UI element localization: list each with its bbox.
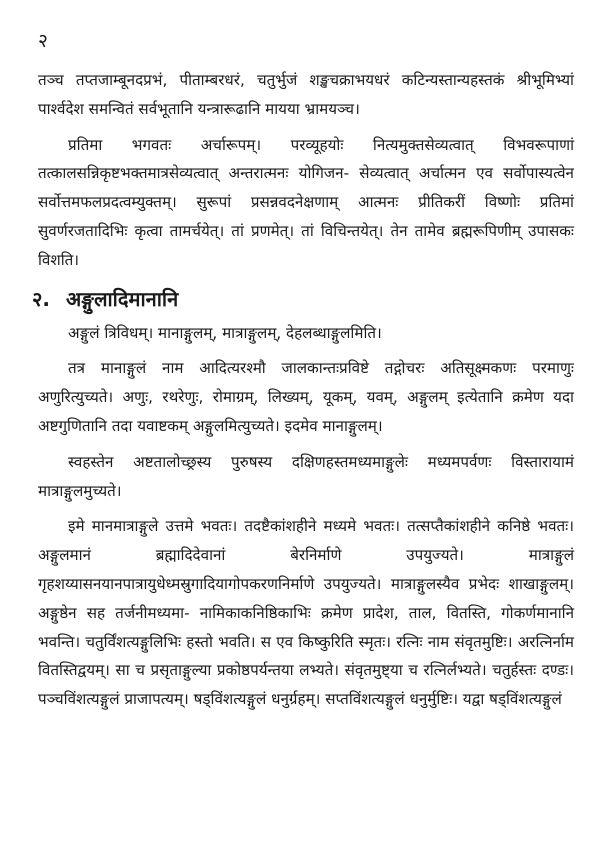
page-number: २ xyxy=(38,30,48,52)
paragraph-matrangula: स्वहस्तेन अष्टतालोच्छ्रस्य पुरुषस्य दक्षिणहस्तमध्यमाङ्गुलेः मध्यमपर्वणः विस्तारायामं मात्राङ्गुलमुच्यते। xyxy=(38,452,574,500)
section-heading xyxy=(32,285,574,313)
paragraph-pratima: प्रतिमा भगवतः अर्चारूपम्। परव्यूहयोः नित्यमुक्तसेव्यत्वात् विभवरूपाणां तत्कालसन्निकृष्टभक्तमात्रसेव्यत्वात् अन्तरात्मनः योगिजन- सेव्यत्वात् अर्चात्मन एव सर्वोपास्यत्वेन सर्वोत्तमफलप्रदत्वम्युक्तम्। सुरूपां प्रसन्नवदनेक्षणाम् आत्मनः प्रीतिकरीं विष्णोः प्रतिमां सुवर्णरजतादिभिः कृत्वा तामर्चयेत्। तां प्रणमेत्। तां विचिन्तयेत्। तेन तामेव ब्रह्मरूपिणीम् उपासकः विशति। xyxy=(38,135,574,269)
paragraph-measures: इमे मानमात्राङ्गुले उत्तमे भवतः। तदष्टैकांशहीने मध्यमे भवतः। तत्सप्तैकांशहीने कनिष्ठे भवतः। अङ्गुलमानं ब्रह्मादिदेवानां बेरनिर्माणे उपयुज्यते। मात्राङ्गुलं गृहशय्यासनयानपात्रायुधेध्मस्रुगादियागोपकरणनिर्माणे उपयुज्यते। मात्राङ्गुलस्यैव प्रभेदः शाखाङ्गुलम्। अङ्गुष्ठेन सह तर्जनीमध्यमा- नामिकाकनिष्ठिकाभिः क्रमेण प्रादेश, ताल, वितस्ति, गोकर्णमानानि भवन्ति। चतुर्विंशत्यङ्गुलिभिः हस्तो भवति। स एव किष्कुरिति स्मृतः। रत्निः नाम संवृतमुष्टिः। अरत्निर्नाम वितस्तिद्वयम्। सा च प्रसृताङ्गुल्या प्रकोष्ठपर्यन्तया लभ्यते। संवृतमुष्ट्या च रत्निर्लभ्यते। चतुर्हस्तः दण्डः। पञ्चविंशत्यङ्गुलं प्राजापत्यम्। षड्विंशत्यङ्गुलं धनुर्ग्रहम्। सप्तविंशत्यङ्गुलं धनुर्मुष्टिः। यद्वा षड्विंशत्यङ्गुलं xyxy=(38,517,574,709)
paragraph-angula-types: अङ्गुलं त्रिविधम्। मानाङ्गुलम्, मात्राङ्गुलम्, देहलब्धाङ्गुलमिति। xyxy=(68,323,382,342)
paragraph-deity-description: तञ्च तप्तजाम्बूनदप्रभं, पीताम्बरधरं, चतुर्भुजं शङ्खचक्राभयधरं कटिन्यस्तान्यहस्तकं श्रीभूमिभ्यां पार्श्वदेश समन्वितं सर्वभूतानि यन्त्रारूढानि मायया भ्रामयञ्च। xyxy=(38,71,574,118)
section-number: २. xyxy=(32,286,50,311)
section-title: अङ्गुलादिमानानि xyxy=(66,286,179,311)
paragraph-manangula: तत्र मानाङ्गुलं नाम आदित्यरश्मौ जालकान्तःप्रविष्टे तद्गोचरः अतिसूक्ष्मकणः परमाणुः अणुरित्युच्यते। अणुः, रथरेणुः, रोमाग्रम्, लिख्यम्, यूकम्, यवम्, अङ्गुलम् इत्येतानि क्रमेण यदा अष्टगुणितानि तदा यवाष्टकम् अङ्गुलमित्युच्यते। इदमेव मानाङ्गुलम्। xyxy=(38,359,574,435)
